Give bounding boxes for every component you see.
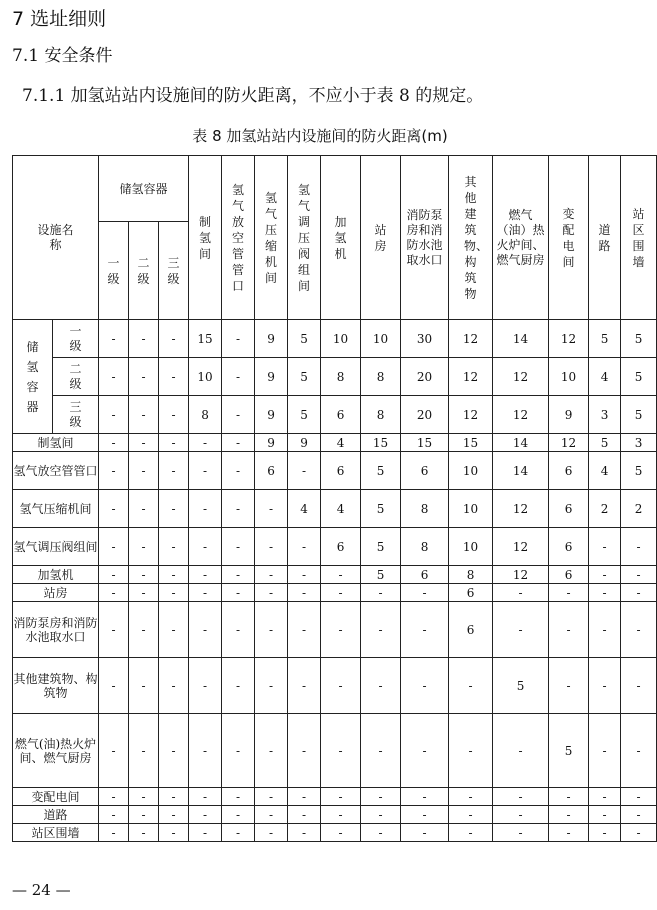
storage-sub-header: 二级: [129, 222, 159, 320]
table-row: [13, 806, 657, 824]
table-cell: -: [321, 714, 361, 788]
storage-sub-header: 一级: [99, 222, 129, 320]
table-cell: 8: [189, 396, 222, 434]
table-cell: -: [99, 528, 129, 566]
table-cell: -: [361, 658, 401, 714]
table-cell: 2: [621, 490, 657, 528]
table-cell: 20: [401, 358, 449, 396]
row-label: 制氢间: [13, 434, 99, 452]
col-header: 消防泵房和消防水池取水口: [401, 156, 449, 320]
row-label: 燃气(油)热火炉间、燃气厨房: [13, 714, 99, 788]
table-cell: -: [255, 824, 288, 842]
col-header: 制氢间: [189, 156, 222, 320]
table-cell: 9: [255, 434, 288, 452]
table-cell: -: [493, 714, 549, 788]
table-cell: -: [255, 602, 288, 658]
clause-text: 7.1.1 加氢站站内设施间的防火距离，不应小于表 8 的规定。: [22, 86, 484, 106]
table-cell: -: [222, 584, 255, 602]
table-cell: 9: [255, 396, 288, 434]
table-cell: 14: [493, 320, 549, 358]
table-cell: 5: [549, 714, 589, 788]
table-cell: 12: [493, 528, 549, 566]
table-cell: -: [222, 434, 255, 452]
table-cell: -: [288, 658, 321, 714]
table-cell: -: [189, 602, 222, 658]
table-cell: -: [222, 528, 255, 566]
table-cell: -: [361, 714, 401, 788]
table-cell: 12: [449, 396, 493, 434]
table-cell: -: [401, 602, 449, 658]
table-cell: -: [549, 658, 589, 714]
table-cell: 6: [255, 452, 288, 490]
table-cell: -: [549, 806, 589, 824]
table-cell: -: [361, 584, 401, 602]
table-cell: -: [222, 714, 255, 788]
table-cell: -: [99, 434, 129, 452]
row-label: 氢气压缩机间: [13, 490, 99, 528]
table-cell: -: [589, 806, 621, 824]
table-cell: -: [288, 584, 321, 602]
storage-sub-header: 三级: [159, 222, 189, 320]
table-cell: 2: [589, 490, 621, 528]
table-cell: 4: [321, 490, 361, 528]
table-row: [13, 528, 657, 566]
table-row: [13, 714, 657, 788]
table-cell: -: [99, 788, 129, 806]
table-cell: 6: [321, 528, 361, 566]
table-cell: -: [222, 358, 255, 396]
page-number: — 24 —: [12, 881, 71, 899]
storage-group-label: 储氢容器: [13, 320, 53, 434]
table-row: [13, 788, 657, 806]
table-cell: -: [321, 824, 361, 842]
col-header: 站区围墙: [621, 156, 657, 320]
table-cell: 15: [449, 434, 493, 452]
table-cell: 30: [401, 320, 449, 358]
table-cell: 6: [401, 452, 449, 490]
row-label: 二级: [53, 358, 99, 396]
row-label: 其他建筑物、构筑物: [13, 658, 99, 714]
row-label: 三级: [53, 396, 99, 434]
table-cell: -: [222, 788, 255, 806]
table-cell: 4: [288, 490, 321, 528]
table-cell: 15: [401, 434, 449, 452]
table-cell: -: [621, 566, 657, 584]
table-cell: 8: [401, 528, 449, 566]
table-cell: -: [222, 566, 255, 584]
table-cell: 3: [621, 434, 657, 452]
table-cell: -: [589, 788, 621, 806]
table-cell: -: [401, 788, 449, 806]
table-cell: 12: [449, 358, 493, 396]
table-cell: 6: [549, 490, 589, 528]
table-cell: -: [159, 452, 189, 490]
table-cell: -: [129, 434, 159, 452]
table-cell: -: [449, 824, 493, 842]
table-cell: -: [621, 714, 657, 788]
table-cell: -: [549, 824, 589, 842]
table-cell: 12: [493, 566, 549, 584]
table-cell: -: [361, 602, 401, 658]
table-cell: 6: [449, 584, 493, 602]
table-cell: 20: [401, 396, 449, 434]
table-cell: -: [99, 658, 129, 714]
table-cell: -: [129, 602, 159, 658]
table-cell: -: [222, 490, 255, 528]
table-cell: -: [189, 714, 222, 788]
table-cell: -: [288, 806, 321, 824]
table-cell: 6: [321, 396, 361, 434]
table-cell: -: [159, 824, 189, 842]
table-cell: -: [401, 824, 449, 842]
table-cell: 5: [493, 658, 549, 714]
table-cell: -: [288, 566, 321, 584]
table-cell: -: [189, 788, 222, 806]
table-cell: -: [621, 824, 657, 842]
table-cell: 10: [361, 320, 401, 358]
table-cell: -: [99, 824, 129, 842]
table-cell: -: [189, 528, 222, 566]
table-cell: 12: [493, 358, 549, 396]
table-caption: 表 8 加氢站站内设施间的防火距离(m): [192, 127, 448, 145]
table-row: [13, 358, 657, 396]
table-cell: -: [493, 602, 549, 658]
table-cell: -: [129, 358, 159, 396]
table-cell: 14: [493, 434, 549, 452]
table-cell: 3: [589, 396, 621, 434]
table-cell: -: [159, 358, 189, 396]
table-cell: -: [159, 490, 189, 528]
table-cell: -: [129, 490, 159, 528]
table-cell: 9: [549, 396, 589, 434]
table-cell: 8: [401, 490, 449, 528]
row-label: 一级: [53, 320, 99, 358]
col-header: 变配电间: [549, 156, 589, 320]
table-cell: -: [189, 434, 222, 452]
table-cell: -: [99, 320, 129, 358]
table-cell: -: [361, 788, 401, 806]
table-row: [13, 824, 657, 842]
col-header: 燃气（油）热火炉间、燃气厨房: [493, 156, 549, 320]
table-cell: -: [222, 602, 255, 658]
col-header: 加氢机: [321, 156, 361, 320]
table-cell: -: [159, 528, 189, 566]
table-cell: -: [129, 824, 159, 842]
table-cell: -: [99, 396, 129, 434]
table-cell: -: [222, 452, 255, 490]
table-cell: 9: [255, 320, 288, 358]
table-cell: 9: [255, 358, 288, 396]
table-cell: -: [159, 806, 189, 824]
table-row: [13, 658, 657, 714]
row-label: 氢气调压阀组间: [13, 528, 99, 566]
table-cell: -: [449, 658, 493, 714]
table-cell: -: [129, 452, 159, 490]
table-cell: 5: [288, 396, 321, 434]
table-cell: -: [401, 714, 449, 788]
table-cell: 12: [493, 490, 549, 528]
table-cell: 8: [321, 358, 361, 396]
table-cell: 10: [449, 528, 493, 566]
table-cell: 5: [361, 528, 401, 566]
row-label: 站房: [13, 584, 99, 602]
table-row: [13, 566, 657, 584]
table-cell: 5: [361, 452, 401, 490]
table-cell: -: [288, 714, 321, 788]
table-cell: 6: [549, 452, 589, 490]
table-row: [13, 434, 657, 452]
table-cell: -: [255, 490, 288, 528]
table-cell: -: [189, 658, 222, 714]
table-cell: -: [549, 788, 589, 806]
table-cell: 10: [449, 452, 493, 490]
table-cell: 6: [549, 566, 589, 584]
table-cell: 8: [361, 358, 401, 396]
table-cell: 5: [621, 320, 657, 358]
table-cell: -: [159, 396, 189, 434]
table-cell: -: [493, 788, 549, 806]
col-header: 其他建筑物、构筑物: [449, 156, 493, 320]
table-cell: -: [321, 788, 361, 806]
table-cell: -: [621, 584, 657, 602]
table-cell: -: [99, 566, 129, 584]
table-cell: -: [361, 824, 401, 842]
row-label: 消防泵房和消防水池取水口: [13, 602, 99, 658]
table-cell: -: [589, 584, 621, 602]
table-cell: -: [255, 658, 288, 714]
table-cell: 10: [449, 490, 493, 528]
table-cell: -: [549, 602, 589, 658]
table-cell: 9: [288, 434, 321, 452]
table-cell: -: [129, 584, 159, 602]
table-cell: -: [401, 584, 449, 602]
table-row: [13, 396, 657, 434]
table-cell: -: [288, 602, 321, 658]
table-cell: -: [189, 584, 222, 602]
col-header: 氢气压缩机间: [255, 156, 288, 320]
row-label: 氢气放空管管口: [13, 452, 99, 490]
table-cell: -: [222, 824, 255, 842]
table-cell: 10: [549, 358, 589, 396]
table-cell: 14: [493, 452, 549, 490]
table-row: [13, 584, 657, 602]
table-cell: -: [189, 490, 222, 528]
table-cell: 5: [288, 358, 321, 396]
table-cell: 10: [321, 320, 361, 358]
table-cell: -: [159, 584, 189, 602]
storage-group-header: 储氢容器: [99, 156, 189, 222]
table-cell: -: [401, 658, 449, 714]
table-cell: -: [589, 714, 621, 788]
table-cell: -: [255, 788, 288, 806]
table-cell: -: [222, 320, 255, 358]
corner-header: 设施名称: [13, 156, 99, 320]
table-cell: 15: [189, 320, 222, 358]
table-cell: -: [189, 452, 222, 490]
col-header: 氢气调压阀组间: [288, 156, 321, 320]
table-cell: -: [99, 452, 129, 490]
table-cell: 6: [549, 528, 589, 566]
table-cell: -: [321, 584, 361, 602]
col-header: 道路: [589, 156, 621, 320]
table-cell: 4: [589, 452, 621, 490]
table-cell: 5: [589, 434, 621, 452]
table-cell: -: [189, 824, 222, 842]
table-row: [13, 452, 657, 490]
table-cell: -: [159, 714, 189, 788]
table-cell: 5: [621, 396, 657, 434]
table-cell: -: [589, 658, 621, 714]
table-cell: -: [621, 602, 657, 658]
col-header: 氢气放空管管口: [222, 156, 255, 320]
table-cell: -: [222, 806, 255, 824]
section-heading: 7 选址细则: [12, 8, 107, 30]
row-label: 加氢机: [13, 566, 99, 584]
table-cell: 5: [621, 452, 657, 490]
subsection-heading: 7.1 安全条件: [12, 46, 113, 66]
table-cell: -: [493, 584, 549, 602]
table-cell: 5: [621, 358, 657, 396]
fire-distance-table: [12, 155, 657, 842]
table-cell: -: [99, 584, 129, 602]
table-cell: -: [159, 320, 189, 358]
table-cell: -: [99, 358, 129, 396]
table-cell: 12: [449, 320, 493, 358]
table-cell: -: [493, 824, 549, 842]
table-cell: 5: [361, 566, 401, 584]
table-cell: -: [621, 788, 657, 806]
table-cell: -: [222, 396, 255, 434]
table-cell: -: [189, 566, 222, 584]
table-row: [13, 490, 657, 528]
table-cell: -: [401, 806, 449, 824]
table-cell: -: [159, 566, 189, 584]
row-label: 变配电间: [13, 788, 99, 806]
table-cell: -: [321, 602, 361, 658]
table-cell: -: [288, 788, 321, 806]
table-cell: 6: [449, 602, 493, 658]
table-cell: -: [621, 806, 657, 824]
table-cell: -: [129, 566, 159, 584]
table-cell: -: [493, 806, 549, 824]
table-cell: -: [255, 584, 288, 602]
table-cell: -: [189, 806, 222, 824]
table-row: [13, 602, 657, 658]
table-cell: -: [129, 658, 159, 714]
table-cell: -: [449, 806, 493, 824]
row-label: 站区围墙: [13, 824, 99, 842]
table-cell: -: [621, 658, 657, 714]
table-cell: 15: [361, 434, 401, 452]
table-cell: 12: [549, 434, 589, 452]
table-cell: 4: [321, 434, 361, 452]
table-cell: 12: [493, 396, 549, 434]
table-cell: -: [255, 566, 288, 584]
table-cell: -: [255, 714, 288, 788]
table-cell: -: [449, 714, 493, 788]
table-cell: -: [99, 490, 129, 528]
table-cell: -: [159, 602, 189, 658]
table-cell: 5: [361, 490, 401, 528]
table-cell: -: [99, 602, 129, 658]
table-cell: -: [129, 396, 159, 434]
table-cell: -: [361, 806, 401, 824]
table-cell: -: [288, 452, 321, 490]
table-cell: -: [589, 528, 621, 566]
table-row: [13, 320, 657, 358]
table-cell: -: [288, 824, 321, 842]
table-cell: 5: [589, 320, 621, 358]
table-cell: 6: [321, 452, 361, 490]
table-cell: -: [129, 528, 159, 566]
table-cell: -: [129, 714, 159, 788]
table-cell: -: [288, 528, 321, 566]
table-cell: -: [589, 602, 621, 658]
table-cell: -: [255, 528, 288, 566]
table-cell: -: [129, 788, 159, 806]
table-cell: -: [222, 658, 255, 714]
table-cell: 8: [361, 396, 401, 434]
table-cell: -: [621, 528, 657, 566]
table-cell: -: [159, 788, 189, 806]
col-header: 站房: [361, 156, 401, 320]
table-cell: -: [99, 806, 129, 824]
table-cell: -: [159, 658, 189, 714]
table-cell: -: [589, 566, 621, 584]
table-cell: -: [129, 320, 159, 358]
table-cell: -: [99, 714, 129, 788]
table-cell: -: [129, 806, 159, 824]
table-cell: -: [321, 566, 361, 584]
table-cell: -: [449, 788, 493, 806]
table-cell: 12: [549, 320, 589, 358]
table-cell: 10: [189, 358, 222, 396]
table-cell: -: [159, 434, 189, 452]
row-label: 道路: [13, 806, 99, 824]
table-cell: 8: [449, 566, 493, 584]
table-cell: 5: [288, 320, 321, 358]
table-cell: 4: [589, 358, 621, 396]
table-cell: -: [589, 824, 621, 842]
table-cell: -: [321, 806, 361, 824]
table-cell: -: [321, 658, 361, 714]
table-cell: -: [255, 806, 288, 824]
table-cell: -: [549, 584, 589, 602]
table-cell: 6: [401, 566, 449, 584]
